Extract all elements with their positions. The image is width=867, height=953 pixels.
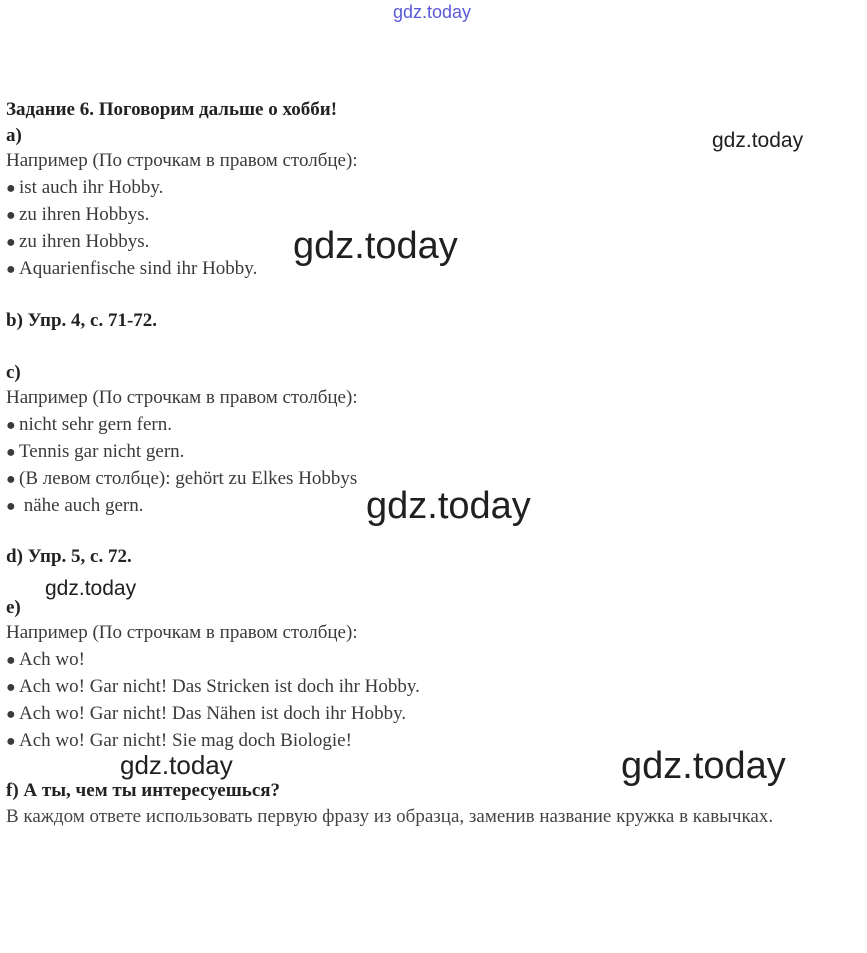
list-item-text: Aquarienfische sind ihr Hobby. xyxy=(19,258,258,279)
section-a-label: a) xyxy=(6,125,22,146)
watermark: gdz.today xyxy=(293,225,458,267)
list-item-text: ist auch ihr Hobby. xyxy=(19,177,164,198)
section-c-label: c) xyxy=(6,362,21,383)
watermark: gdz.today xyxy=(45,577,137,600)
section-f-text: В каждом ответе использовать первую фразу из образца, заменив название кружка в кавычках. xyxy=(6,806,774,827)
section-e-label: e) xyxy=(6,597,21,618)
bullet-icon: ● xyxy=(6,679,16,696)
bullet-icon: ● xyxy=(6,261,16,278)
list-item-text: Ach wo! xyxy=(19,649,85,670)
list-item xyxy=(6,204,149,227)
list-item xyxy=(6,177,163,200)
watermark: gdz.today xyxy=(621,745,786,787)
section-b-label: b) Упр. 4, с. 71-72. xyxy=(6,310,158,331)
bullet-icon: ● xyxy=(6,417,16,434)
list-item-text: zu ihren Hobbys. xyxy=(19,231,150,252)
watermark: gdz.today xyxy=(366,485,531,527)
section-c-intro: Например (По строчкам в правом столбце): xyxy=(6,387,358,408)
list-item xyxy=(6,441,184,464)
bullet-icon: ● xyxy=(6,180,16,197)
list-item xyxy=(6,258,257,281)
list-item-text: Tennis gar nicht gern. xyxy=(19,441,185,462)
bullet-icon: ● xyxy=(6,234,16,251)
bullet-icon: ● xyxy=(6,498,16,515)
bullet-icon: ● xyxy=(6,207,16,224)
watermark-top: gdz.today xyxy=(393,2,472,22)
list-item xyxy=(6,676,420,699)
bullet-icon: ● xyxy=(6,733,16,750)
list-item-text: nicht sehr gern fern. xyxy=(19,414,172,435)
list-item-text: Ach wo! Gar nicht! Sie mag doch Biologie! xyxy=(19,730,352,751)
list-item xyxy=(6,468,357,491)
list-item-text: (В левом столбце): gehört zu Elkes Hobbys xyxy=(19,468,358,489)
section-e-intro: Например (По строчкам в правом столбце): xyxy=(6,622,358,643)
list-item xyxy=(6,649,85,672)
watermark: gdz.today xyxy=(712,129,804,152)
list-item-text: Ach wo! Gar nicht! Das Nähen ist doch ihr Hobby. xyxy=(19,703,407,724)
bullet-icon: ● xyxy=(6,444,16,461)
bullet-icon: ● xyxy=(6,652,16,669)
list-item xyxy=(6,703,406,726)
section-d-label: d) Упр. 5, с. 72. xyxy=(6,546,132,567)
watermark: gdz.today xyxy=(120,750,233,780)
list-item xyxy=(6,414,172,437)
section-f-label: f) А ты, чем ты интересуешься? xyxy=(6,780,281,801)
list-item xyxy=(6,495,144,518)
task-title: Задание 6. Поговорим дальше о хобби! xyxy=(6,99,338,120)
section-a-intro: Например (По строчкам в правом столбце): xyxy=(6,150,358,171)
list-item-text: nähe auch gern. xyxy=(19,495,144,516)
list-item-text: zu ihren Hobbys. xyxy=(19,204,150,225)
bullet-icon: ● xyxy=(6,706,16,723)
list-item xyxy=(6,231,149,254)
bullet-icon: ● xyxy=(6,471,16,488)
list-item-text: Ach wo! Gar nicht! Das Stricken ist doch ihr Hobby. xyxy=(19,676,420,697)
